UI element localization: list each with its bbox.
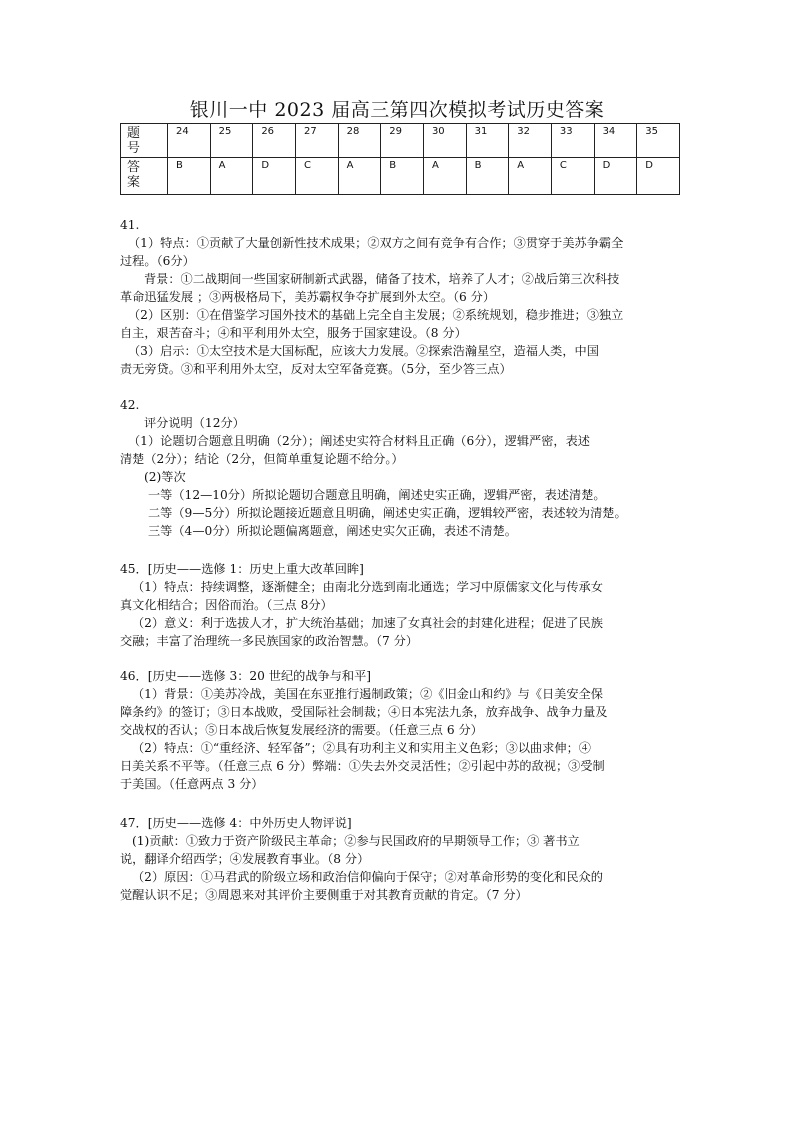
question-number-cell: 24 — [168, 124, 211, 158]
answer-cell: A — [423, 158, 466, 195]
question-45-heading: 45．[历史——选修 1：历史上重大改革回眸] — [120, 562, 364, 576]
answer-line: （1）背景：①美苏冷战，美国在东亚推行遏制政策；②《旧金山和约》与《日美安全保 — [132, 687, 603, 701]
answer-line: 革命迅猛发展 ；③两极格局下，美苏霸权争夺扩展到外太空。（6 分） — [120, 290, 496, 304]
answer-cell: A — [338, 158, 381, 195]
header-char: 案 — [127, 175, 141, 190]
question-46-section — [120, 667, 680, 793]
answer-line: 真文化相结合；因俗而治。（三点 8分） — [120, 598, 333, 612]
answer-line: （1）特点：持续调整，逐渐健全；由南北分选到南北通选；学习中原儒家文化与传承女 — [132, 580, 603, 594]
question-number-cell: 29 — [381, 124, 424, 158]
answer-line: （1）特点：①贡献了大量创新性技术成果；②双方之间有竞争有合作；③贯穿于美苏争霸全 — [128, 236, 624, 250]
question-number-cell: 32 — [509, 124, 552, 158]
question-45-section — [120, 560, 680, 650]
header-char: 题 — [127, 126, 141, 141]
answer-cell: B — [168, 158, 211, 195]
question-number-cell: 34 — [594, 124, 637, 158]
answer-cell: D — [637, 158, 680, 195]
answer-line: （2）原因：①马君武的阶级立场和政治信仰偏向于保守；②对革命形势的变化和民众的 — [132, 870, 603, 884]
question-46-heading: 46．[历史——选修 3：20 世纪的战争与和平] — [120, 669, 372, 683]
question-number-cell: 33 — [551, 124, 594, 158]
answer-line: （2）意义：利于选拔人才，扩大统治基础；加速了女真社会的封建化进程；促进了民族 — [132, 616, 603, 630]
answer-line: （1）论题切合题意且明确（2分）；阐述史实符合材料且正确（6分），逻辑严密，表述 — [128, 434, 590, 448]
answer-line: （2）特点：①“重经济、轻军备”；②具有功利主义和实用主义色彩；③以曲求伸；④ — [132, 741, 591, 755]
header-char: 答 — [127, 160, 141, 175]
answer-line: （2）区别：①在借鉴学习国外技术的基础上完全自主发展；②系统规划，稳步推进；③独立 — [128, 308, 624, 322]
answer-line: (2)等次 — [144, 470, 186, 484]
question-number-cell: 35 — [637, 124, 680, 158]
question-number-cell: 25 — [210, 124, 253, 158]
answer-cell: C — [551, 158, 594, 195]
question-47-section — [120, 814, 680, 904]
row-header-answer — [121, 158, 168, 195]
answer-cell: B — [466, 158, 509, 195]
question-41-section — [120, 216, 680, 378]
question-number-cell: 30 — [423, 124, 466, 158]
answer-cell: D — [253, 158, 296, 195]
answer-line: 于美国。（任意两点 3 分） — [120, 777, 264, 791]
answer-line: 自主，艰苦奋斗；④和平利用外太空，服务于国家建设。（8 分） — [120, 326, 467, 340]
page-title: 银川一中 2023 届高三第四次模拟考试历史答案 — [189, 99, 605, 121]
question-47-heading: 47．[历史——选修 4：中外历史人物评说] — [120, 816, 352, 830]
question-number-row — [121, 124, 680, 158]
header-char: 号 — [127, 141, 141, 156]
answer-line: 背景：①二战期间一些国家研制新式武器，储备了技术，培养了人才；②战后第三次科技 — [144, 272, 620, 286]
question-42-number: 42. — [120, 398, 140, 412]
answer-line: 二等（9—5分）所拟论题接近题意且明确，阐述史实正确，逻辑较严密，表述较为清楚。 — [148, 506, 627, 520]
answer-line: 日美关系不平等。（任意三点 6 分）弊端：①失去外交灵活性；②引起中苏的敌视；③受制 — [120, 759, 605, 773]
question-number-cell: 31 — [466, 124, 509, 158]
answer-line: 三等（4—0分）所拟论题偏离题意，阐述史实欠正确，表述不清楚。 — [148, 524, 517, 538]
answer-cell: A — [509, 158, 552, 195]
question-number-cell: 28 — [338, 124, 381, 158]
question-42-section — [120, 396, 680, 540]
answer-line: 障条约》的签订；③日本战败，受国际社会制裁；④日本宪法九条，放弃战争、战争力量及 — [120, 705, 608, 719]
question-number-cell: 26 — [253, 124, 296, 158]
answer-line: 评分说明（12分） — [144, 416, 245, 430]
row-header-question-number — [121, 124, 168, 158]
answer-line: 一等（12—10分）所拟论题切合题意且明确，阐述史实正确，逻辑严密，表述清楚。 — [148, 488, 606, 502]
answer-line: 觉醒认识不足；③周恩来对其评价主要侧重于对其教育贡献的肯定。（7 分） — [120, 888, 528, 902]
question-number-cell: 27 — [295, 124, 338, 158]
answer-row — [121, 158, 680, 195]
answer-cell: C — [295, 158, 338, 195]
answer-line: 交融；丰富了治理统一多民族国家的政治智慧。（7 分） — [120, 634, 419, 648]
answer-line: 责无旁贷。③和平利用外太空，反对太空军备竞赛。（5分，至少答三点） — [120, 362, 512, 376]
answer-line: 过程。（6分） — [120, 254, 195, 268]
answer-line: （3）启示：①太空技术是大国标配，应该大力发展。②探索浩瀚星空，造福人类，中国 — [128, 344, 599, 358]
question-41-number: 41. — [120, 218, 140, 232]
answer-table — [120, 123, 680, 195]
answer-cell: A — [210, 158, 253, 195]
answer-line: 说，翻译介绍西学；④发展教育事业。（8 分） — [120, 852, 370, 866]
answer-cell: D — [594, 158, 637, 195]
answer-cell: B — [381, 158, 424, 195]
answer-line: (1)贡献：①致力于资产阶级民主革命；②参与民国政府的早期领导工作；③ 著书立 — [132, 834, 580, 848]
answer-line: 清楚（2分）；结论（2分，但简单重复论题不给分。） — [120, 452, 404, 466]
answer-line: 交战权的否认；⑤日本战后恢复发展经济的需要。（任意三点 6 分） — [120, 723, 483, 737]
